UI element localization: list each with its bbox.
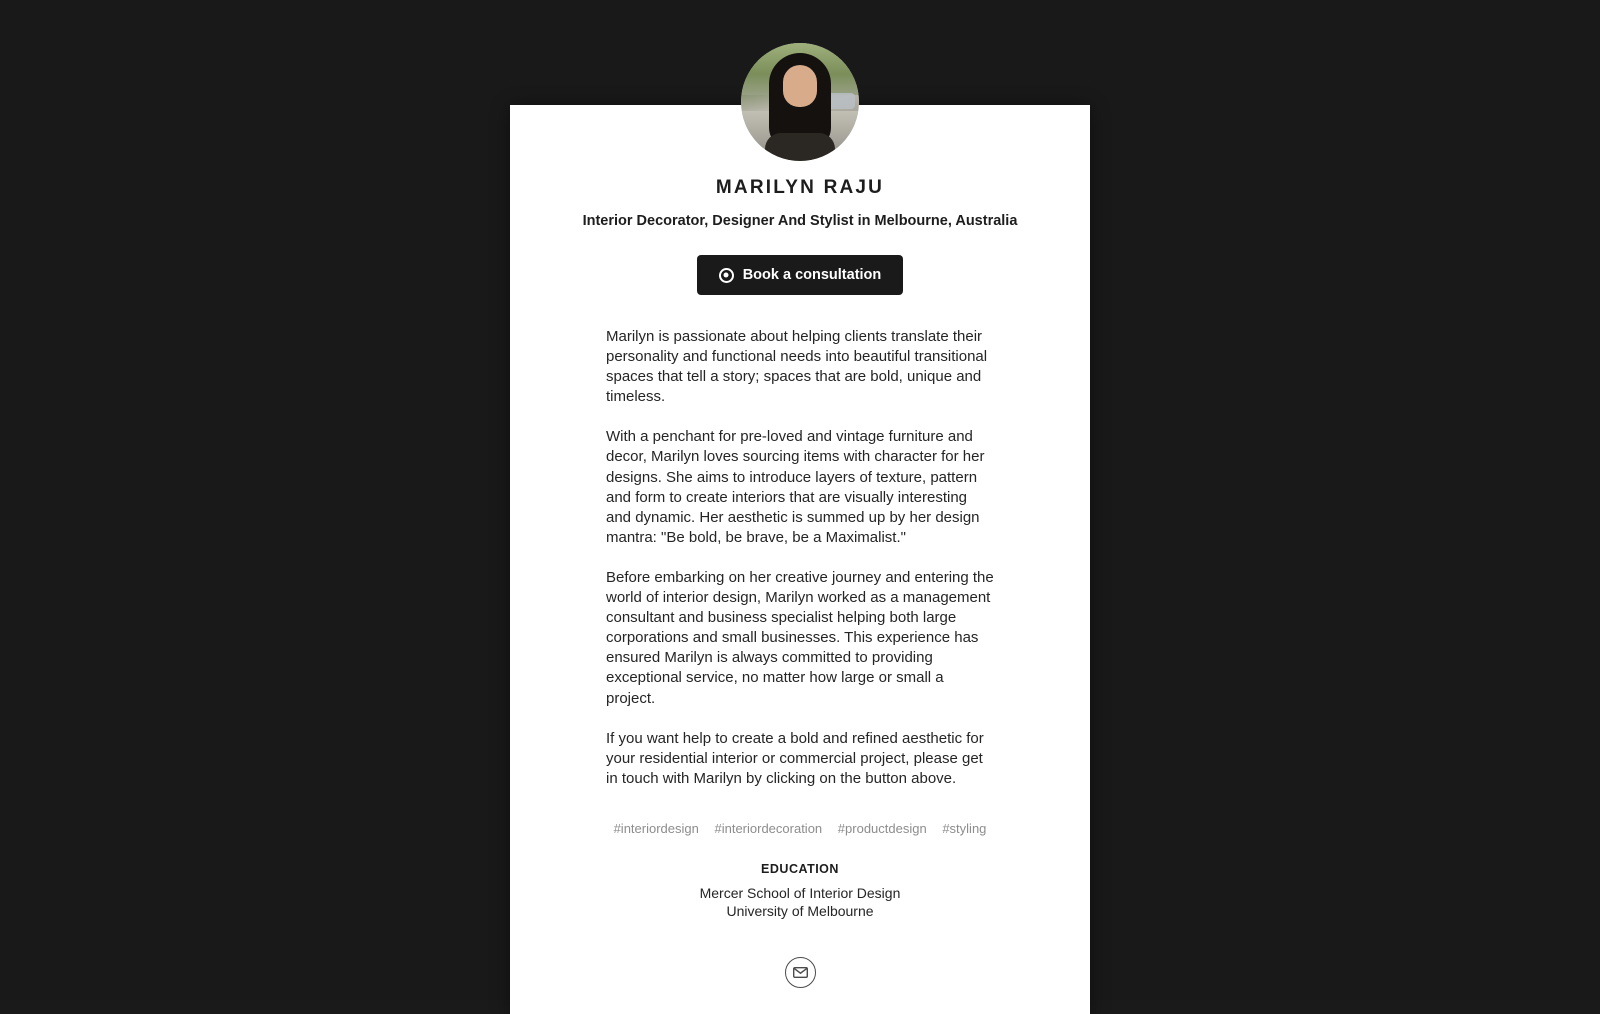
bio-paragraph: Marilyn is passionate about helping clients translate their personality and functional needs into beautiful transitional spaces that tell a story; spaces that are bold, unique and timeless. [606,328,988,406]
tag-item[interactable]: #interiordecoration [714,820,823,836]
page-title: MARILYN RAJU [715,177,885,198]
education-heading: EDUCATION [761,861,839,876]
book-consultation-label: Book a consultation [742,267,882,283]
bio-paragraph: Before embarking on her creative journey and entering the world of interior design, Marilyn worked as a management consultant and business specialist helping both large corporations and small businesses. This experience has ensured Marilyn is always committed to providing exceptional service, no matter how large or small a project. [606,568,994,707]
book-consultation-button[interactable] [697,255,904,295]
bio-paragraph: With a penchant for pre-loved and vintage furniture and decor, Marilyn loves sourcing items with character for her designs. She aims to introduce layers of texture, pattern and form to create interiors that are visually interesting and dynamic. Her aesthetic is summed up by her design mantra: "Be bold, be brave, be a Maximalist." [606,428,985,546]
tag-item[interactable]: #styling [942,820,987,836]
profile-subtitle: Interior Decorator, Designer And Stylist in Melbourne, Australia [582,213,1018,229]
tag-list [564,821,1036,836]
avatar-photo [741,43,859,161]
avatar [741,43,859,161]
education-item: University of Melbourne [726,902,874,919]
card-content [510,105,1090,988]
bio-section [564,327,1036,789]
envelope-icon[interactable] [785,957,816,988]
avatar-clothing [765,133,835,161]
target-icon [719,268,734,283]
education-section [564,862,1036,921]
profile-card [510,105,1090,1014]
tag-item[interactable]: #productdesign [837,820,927,836]
tag-item[interactable]: #interiordesign [613,820,699,836]
social-links [564,957,1036,988]
education-item: Mercer School of Interior Design [699,884,901,901]
bio-paragraph: If you want help to create a bold and refined aesthetic for your residential interior or commercial project, please get in touch with Marilyn by clicking on the button above. [606,729,984,787]
avatar-face [783,65,817,107]
cta-row [564,255,1036,295]
